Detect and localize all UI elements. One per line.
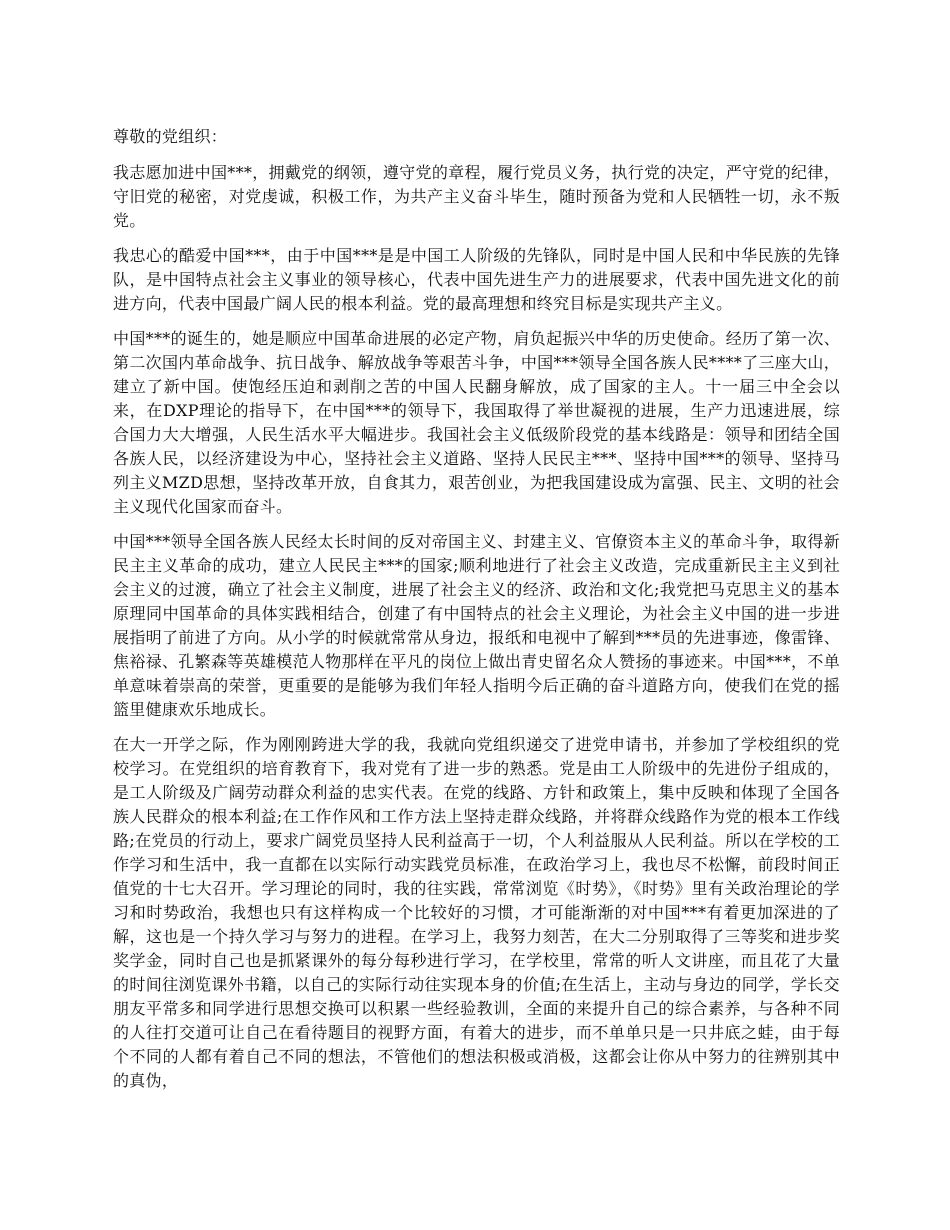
paragraph-university-experience: 在大一开学之际，作为刚刚跨进大学的我，我就向党组织递交了进党申请书，并参加了学校组织的党校学习。在党组织的培育教育下，我对党有了进一步的熟悉。党是由工人阶级中的先进份子组成的，是工人阶级及广阔劳动群众利益的忠实代表。在党的线路、方针和政策上，集中反映和体现了全国各族人民群众的根本利益;在工作作风和工作方法上坚持走群众线路，并将群众线路作为党的根本工作线路;在党员的行动上，要求广阔党员坚持人民利益高于一切，个人利益服从人民利益。所以在学校的工作学习和生活中，我一直都在以实际行动实践党员标准，在政治学习上，我也尽不松懈，前段时间正值党的十七大召开。学习理论的同时，我的往实践，常常浏览《时势》，《时势》里有关政治理论的学习和时势政治，我想也只有这样构成一个比较好的习惯，才可能渐渐的对中国***有着更加深进的了解，这也是一个持久学习与努力的进程。在学习上，我努力刻苦，在大二分别取得了三等奖和进步奖奖学金，同时自己也是抓紧课外的每分每秒进行学习，在学校里，常常的听人文讲座，而且花了大量的时间往浏览课外书籍，以自己的实际行动往实现本身的价值;在生活上，主动与身边的同学，学长交朋友平常多和同学进行思想交换可以积累一些经验教训，全面的来提升自己的综合素养，与各种不同的人往打交道可让自己在看待题目的视野方面，有着大的进步，而不单单只是一只井底之蛙，由于每个不同的人都有着自己不同的想法，不管他们的想法积极或消极，这都会让你从中努力的往辨别其中的真伪， <box>113 735 840 1090</box>
paragraph-party-history: 中国***的诞生的，她是顺应中国革命进展的必定产物，肩负起振兴中华的历史使命。经历了第一次、第二次国内革命战争、抗日战争、解放战争等艰苦斗争，中国***领导全国各族人民****了三座大山，建立了新中国。使饱经压迫和剥削之苦的中国人民翻身解放，成了国家的主人。十一届三中全会以来，在DXP理论的指导下，在中国***的领导下，我国取得了举世凝视的进展，生产力迅速进展，综合国力大大增强，人民生活水平大幅进步。我国社会主义低级阶段党的基本线路是：领导和团结全国各族人民，以经济建设为中心，坚持社会主义道路、坚持人民民主***、坚持中国***的领导、坚持马列主义MZD思想，坚持改革开放，自食其力，艰苦创业，为把我国建设成为富强、民主、文明的社会主义现代化国家而奋斗。 <box>113 329 840 516</box>
paragraph-love-party: 我忠心的酷爱中国***，由于中国***是是中国工人阶级的先锋队，同时是中国人民和中华民族的先锋队，是中国特点社会主义事业的领导核心，代表中国先进生产力的进展要求，代表中国先进文化的前进方向，代表中国最广阔人民的根本利益。党的最高理想和终究目标是实现共产主义。 <box>113 246 840 313</box>
document-page <box>113 125 840 1104</box>
salutation: 尊敬的党组织： <box>113 127 228 146</box>
paragraph-pledge: 我志愿加进中国***，拥戴党的纲领，遵守党的章程，履行党员义务，执行党的决定，严守党的纪律，守旧党的秘密，对党虔诚，积极工作，为共产主义奋斗毕生，随时预备为党和人民牺牲一切，永不叛党。 <box>113 163 840 230</box>
paragraph-party-leadership: 中国***领导全国各族人民经太长时间的反对帝国主义、封建主义、官僚资本主义的革命斗争，取得新民主主义革命的成功，建立人民民主***的国家;顺利地进行了社会主义改造，完成重新民主主义到社会主义的过渡，确立了社会主义制度，进展了社会主义的经济、政治和文化;我党把马克思主义的基本原理同中国革命的具体实践相结合，创建了有中国特点的社会主义理论，为社会主义中国的进一步进展指明了前进了方向。从小学的时候就常常从身边，报纸和电视中了解到***员的先进事迹，像雷锋、焦裕禄、孔繁森等英雄模范人物那样在平凡的岗位上做出青史留名众人赞扬的事迹来。中国***，不单单意味着崇高的荣誉，更重要的是能够为我们年轻人指明今后正确的奋斗道路方向，使我们在党的摇篮里健康欢乐地成长。 <box>113 532 840 719</box>
